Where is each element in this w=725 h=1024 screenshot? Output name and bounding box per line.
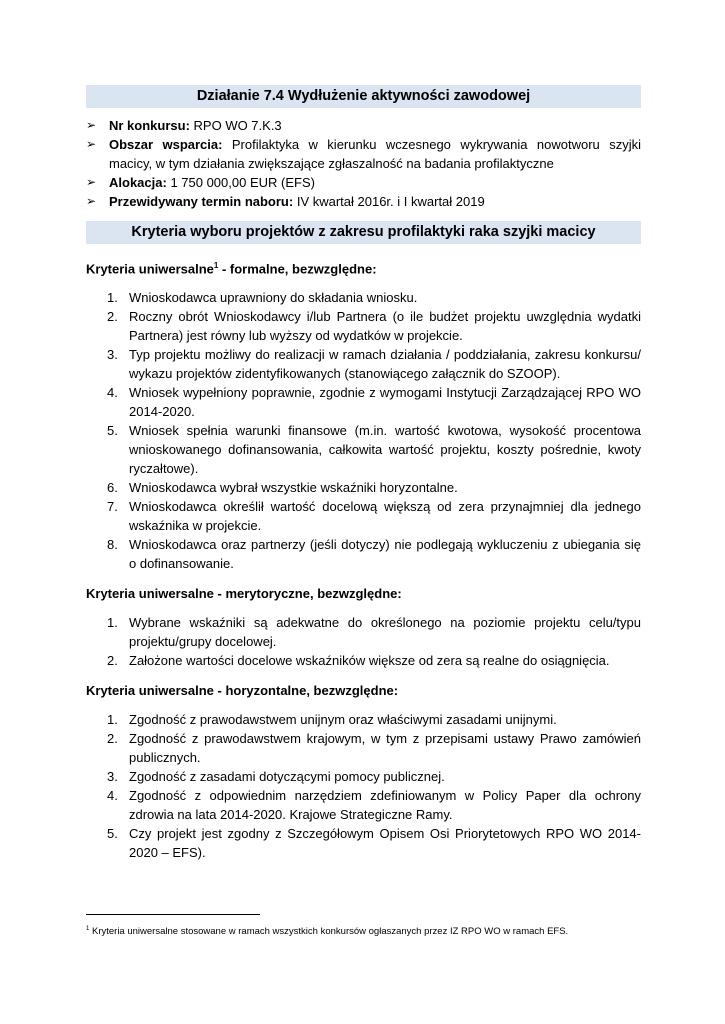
item-number: 1. bbox=[107, 712, 118, 728]
item-number: 5. bbox=[107, 423, 118, 439]
criteria-list-substantive bbox=[86, 613, 641, 670]
section-title: Działanie 7.4 Wydłużenie aktywności zawodowej bbox=[86, 85, 641, 108]
info-label: Przewidywany termin naboru: bbox=[109, 194, 294, 209]
item-number: 7. bbox=[107, 499, 118, 515]
item-text: Zgodność z prawodawstwem unijnym oraz właściwymi zasadami unijnymi. bbox=[129, 712, 557, 728]
item-text: Czy projekt jest zgodny z Szczegółowym Opisem Osi Priorytetowych RPO WO 2014-2020 – EFS). bbox=[129, 826, 641, 861]
criteria-item bbox=[86, 767, 641, 786]
info-item bbox=[86, 192, 641, 211]
criteria-item bbox=[86, 497, 641, 535]
item-text: Wnioskodawca uprawniony do składania wniosku. bbox=[129, 290, 418, 306]
footnote bbox=[86, 923, 646, 938]
arrow-bullet-icon: ➢ bbox=[86, 175, 97, 189]
info-item bbox=[86, 116, 641, 135]
criteria-item bbox=[86, 729, 641, 767]
info-label: Obszar wsparcia: bbox=[109, 137, 223, 152]
info-value: RPO WO 7.K.3 bbox=[193, 118, 282, 133]
criteria-group-title bbox=[86, 681, 641, 700]
criteria-item bbox=[86, 710, 641, 729]
criteria-list-formal bbox=[86, 288, 641, 573]
item-text: Wnioskodawca określił wartość docelową większą od zera przynajmniej dla jednego wskaźnika w projekcie. bbox=[129, 499, 641, 534]
info-label: Nr konkursu: bbox=[109, 118, 190, 133]
criteria-item bbox=[86, 786, 641, 824]
item-number: 1. bbox=[107, 615, 118, 631]
item-text: Wniosek wypełniony poprawnie, zgodnie z wymogami Instytucji Zarządzającej RPO WO 2014-2020. bbox=[129, 385, 641, 420]
info-value: IV kwartał 2016r. i I kwartał 2019 bbox=[296, 194, 485, 209]
item-text: Zgodność z zasadami dotyczącymi pomocy publicznej. bbox=[129, 769, 445, 785]
group-title-text: Kryteria uniwersalne - horyzontalne, bezwzględne: bbox=[86, 683, 399, 699]
item-number: 2. bbox=[107, 731, 118, 747]
arrow-bullet-icon: ➢ bbox=[86, 118, 97, 132]
footnote-text: Kryteria uniwersalne stosowane w ramach wszystkich konkursów ogłaszanych przez IZ RPO WO w ramach EFS. bbox=[89, 926, 569, 938]
info-item bbox=[86, 135, 641, 173]
group-title-text: Kryteria uniwersalne - merytoryczne, bezwzględne: bbox=[86, 586, 402, 602]
item-text: Roczny obrót Wnioskodawcy i/lub Partnera (o ile budżet projektu uwzględnia wydatki Partnera) jest równy lub wyższy od wydatków w projekcie. bbox=[129, 309, 641, 344]
criteria-group-title bbox=[86, 584, 641, 603]
criteria-item bbox=[86, 613, 641, 651]
criteria-item bbox=[86, 651, 641, 670]
criteria-group-title bbox=[86, 256, 641, 278]
info-list bbox=[86, 116, 641, 211]
info-item bbox=[86, 173, 641, 192]
item-text: Wnioskodawca wybrał wszystkie wskaźniki horyzontalne. bbox=[129, 480, 458, 496]
item-text: Wybrane wskaźniki są adekwatne do określonego na poziomie projektu celu/typu projektu/grupy docelowej. bbox=[129, 615, 641, 650]
footnote-ref: 1 bbox=[213, 261, 219, 270]
document-content bbox=[86, 85, 641, 862]
criteria-item bbox=[86, 288, 641, 307]
item-number: 4. bbox=[107, 385, 118, 401]
criteria-title: Kryteria wyboru projektów z zakresu profilaktyki raka szyjki macicy bbox=[86, 221, 641, 244]
item-number: 2. bbox=[107, 309, 118, 325]
criteria-item bbox=[86, 478, 641, 497]
info-label: Alokacja: bbox=[109, 175, 167, 190]
footnote-separator bbox=[86, 914, 260, 915]
criteria-item bbox=[86, 307, 641, 345]
item-number: 5. bbox=[107, 826, 118, 842]
criteria-item bbox=[86, 383, 641, 421]
item-text: Wnioskodawca oraz partnerzy (jeśli dotyczy) nie podlegają wykluczeniu z ubiegania się o dofinansowanie. bbox=[129, 537, 641, 572]
info-value: Profilaktyka w kierunku wczesnego wykrywania nowotworu szyjki macicy, w tym działania zwiększające zgłaszalność na badania profilaktyczne bbox=[109, 137, 641, 171]
item-text: Założone wartości docelowe wskaźników większe od zera są realne do osiągnięcia. bbox=[129, 653, 610, 669]
criteria-item bbox=[86, 421, 641, 478]
group-title-suffix: - formalne, bezwzględne: bbox=[218, 261, 377, 277]
item-number: 8. bbox=[107, 537, 118, 553]
criteria-list-horizontal bbox=[86, 710, 641, 862]
criteria-item bbox=[86, 824, 641, 862]
item-text: Wniosek spełnia warunki finansowe (m.in. wartość kwotowa, wysokość procentowa wnioskowanego dofinansowania, całkowita wartość projektu, koszty pośrednie, kwoty ryczałtowe). bbox=[129, 423, 641, 477]
group-title-text: Kryteria uniwersalne bbox=[86, 261, 214, 277]
item-text: Typ projektu możliwy do realizacji w ramach działania / poddziałania, zakresu konkursu/ wykazu projektów zidentyfikowanych (stanowiącego załącznik do SZOOP). bbox=[129, 347, 641, 382]
item-text: Zgodność z prawodawstwem krajowym, w tym z przepisami ustawy Prawo zamówień publicznych. bbox=[129, 731, 641, 766]
footnote-marker: 1 bbox=[86, 926, 90, 932]
item-number: 3. bbox=[107, 347, 118, 363]
arrow-bullet-icon: ➢ bbox=[86, 137, 97, 151]
arrow-bullet-icon: ➢ bbox=[86, 194, 97, 208]
item-number: 1. bbox=[107, 290, 118, 306]
criteria-item bbox=[86, 535, 641, 573]
info-value: 1 750 000,00 EUR (EFS) bbox=[170, 175, 315, 190]
criteria-item bbox=[86, 345, 641, 383]
item-number: 3. bbox=[107, 769, 118, 785]
item-number: 4. bbox=[107, 788, 118, 804]
item-number: 2. bbox=[107, 653, 118, 669]
item-number: 6. bbox=[107, 480, 118, 496]
item-text: Zgodność z odpowiednim narzędziem zdefiniowanym w Policy Paper dla ochrony zdrowia na lata 2014-2020. Krajowe Strategiczne Ramy. bbox=[129, 788, 641, 823]
